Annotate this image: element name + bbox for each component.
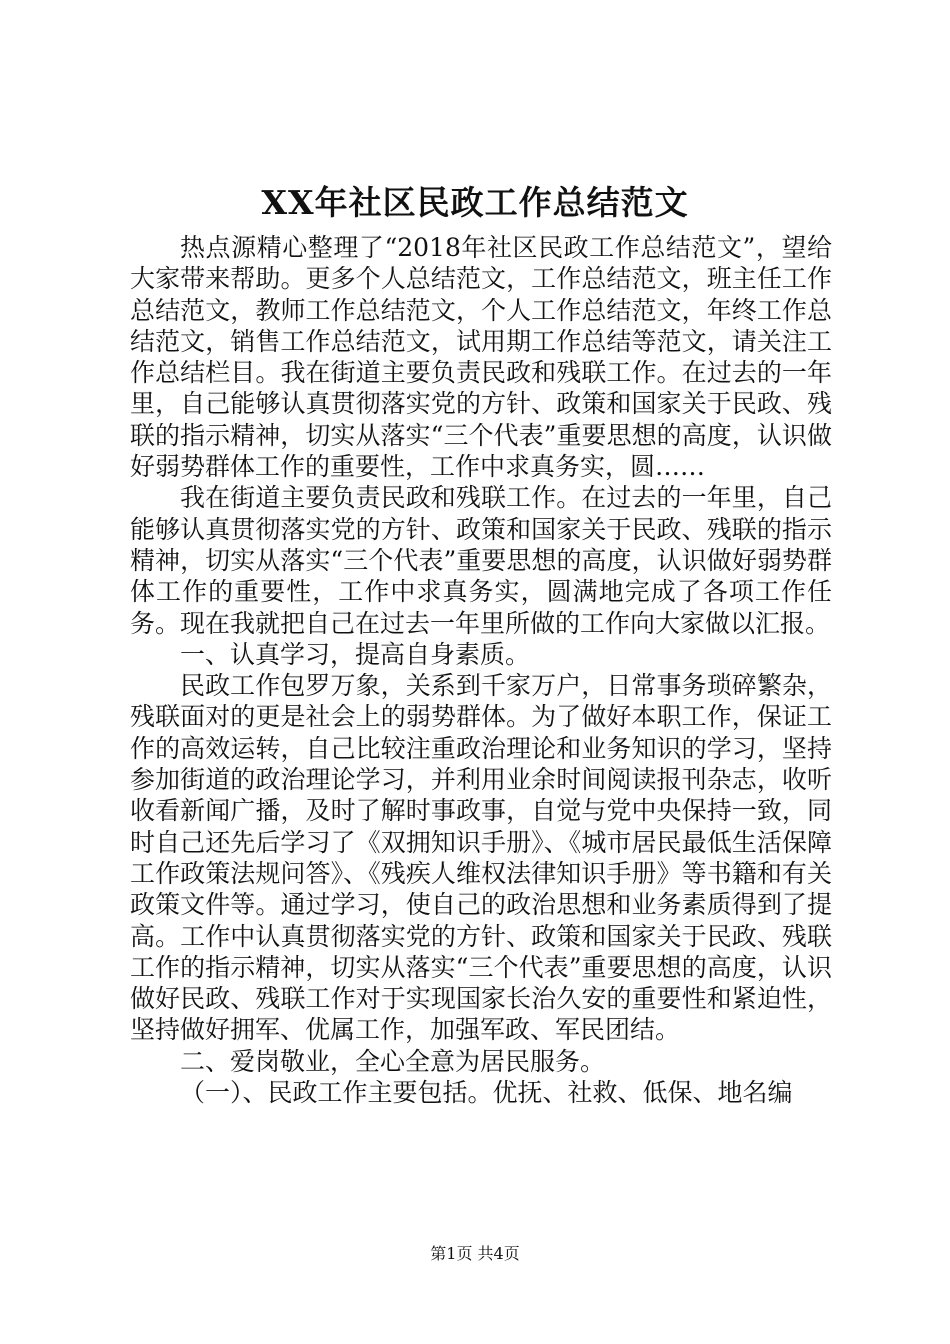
document-title: XX年社区民政工作总结范文 bbox=[261, 183, 689, 222]
paragraph-service-items: （一）、民政工作主要包括。优抚、社救、低保、地名编 bbox=[180, 1078, 793, 1108]
document-body bbox=[130, 232, 832, 1108]
page-footer: 第1页 共4页 bbox=[430, 1244, 520, 1263]
paragraph-study: 民政工作包罗万象，关系到千家万户，日常事务琐碎繁杂，残联面对的更是社会上的弱势群体。为了做好本职工作，保证工作的高效运转，自己比较注重政治理论和业务知识的学习，坚持参加街道的政治理论学习，并利用业余时间阅读报刊杂志，收听收看新闻广播，及时了解时事政事，自觉与党中央保持一致，同时自己还先后学习了《双拥知识手册》、《城市居民最低生活保障工作政策法规问答》、《残疾人维权法律知识手册》等书籍和有关政策文件等。通过学习，使自己的政治思想和业务素质得到了提高。工作中认真贯彻落实党的方针、政策和国家关于民政、残联工作的指示精神，切实从落实“三个代表”重要思想的高度，认识做好民政、残联工作对于实现国家长治久安的重要性和紧迫性，坚持做好拥军、优属工作，加强军政、军民团结。 bbox=[130, 671, 832, 1045]
paragraph-intro: 热点源精心整理了“2018年社区民政工作总结范文”，望给大家带来帮助。更多个人总结范文，工作总结范文，班主任工作总结范文，教师工作总结范文，个人工作总结范文，年终工作总结范文，销售工作总结范文，试用期工作总结等范文，请关注工作总结栏目。我在街道主要负责民政和残联工作。在过去的一年里，自己能够认真贯彻落实党的方针、政策和国家关于民政、残联的指示精神，切实从落实“三个代表”重要思想的高度，认识做好弱势群体工作的重要性，工作中求真务实，圆…… bbox=[130, 233, 832, 482]
section-heading-service: 二、爱岗敬业，全心全意为居民服务。 bbox=[180, 1046, 606, 1076]
paragraph-overview: 我在街道主要负责民政和残联工作。在过去的一年里，自己能够认真贯彻落实党的方针、政策和国家关于民政、残联的指示精神，切实从落实“三个代表”重要思想的高度，认识做好弱势群体工作的重要性，工作中求真务实，圆满地完成了各项工作任务。现在我就把自己在过去一年里所做的工作向大家做以汇报。 bbox=[130, 483, 832, 638]
section-heading-study: 一、认真学习，提高自身素质。 bbox=[180, 639, 531, 669]
